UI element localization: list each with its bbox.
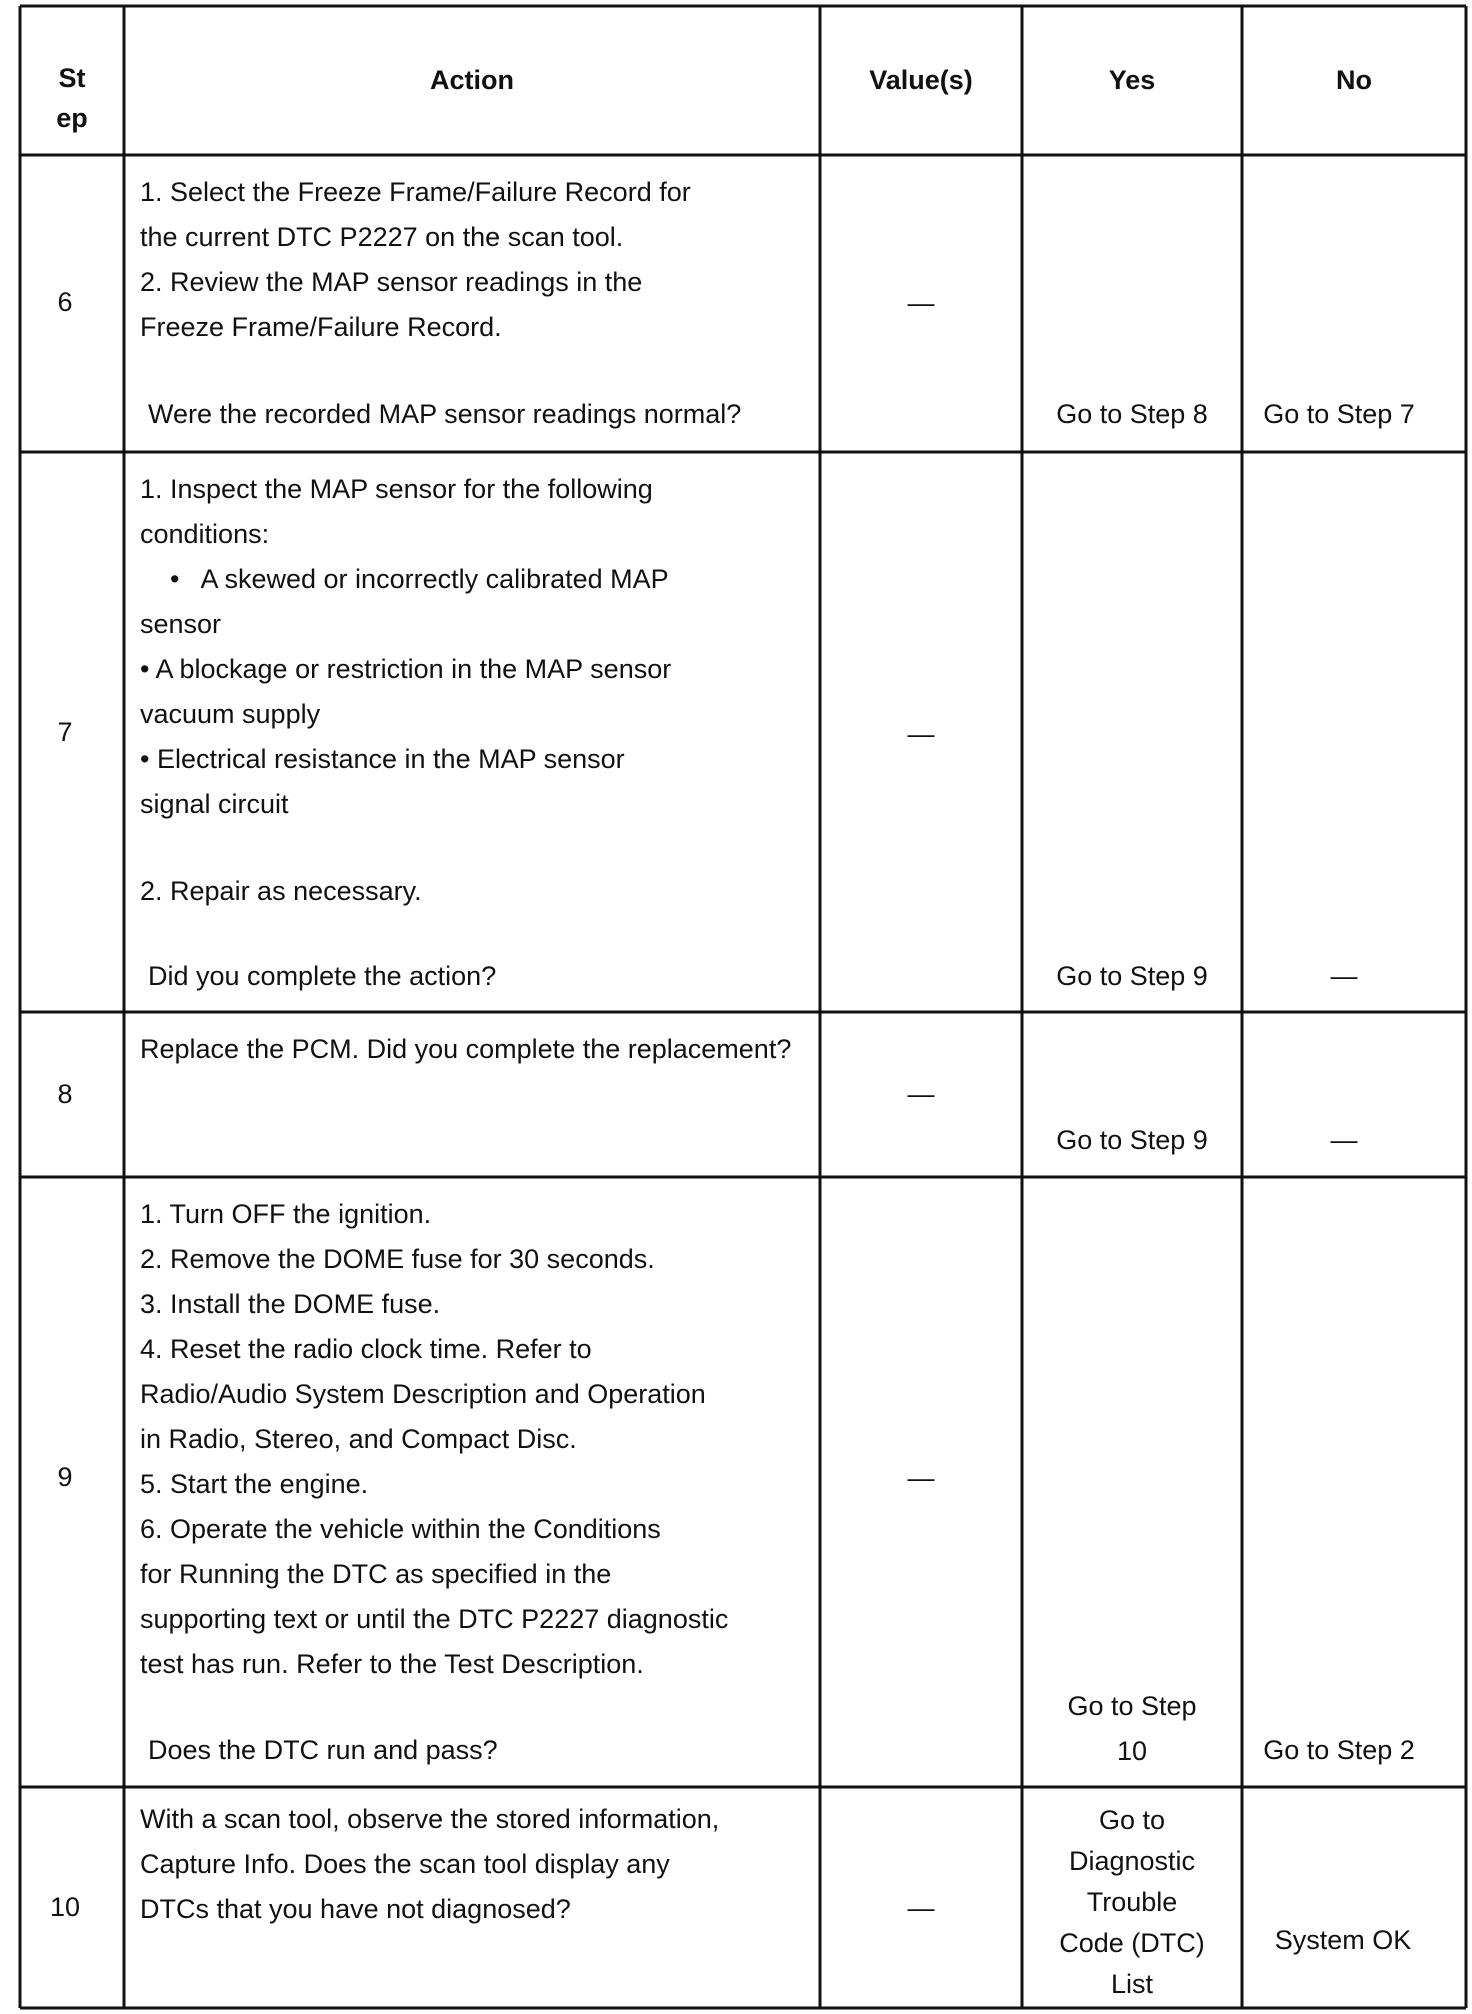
action-text [140, 467, 671, 914]
action-line: in Radio, Stereo, and Compact Disc. [140, 1424, 577, 1454]
action-line: • Electrical resistance in the MAP sensor [140, 744, 625, 774]
no-cell: System OK [1274, 1925, 1412, 1955]
action-line: 2. Review the MAP sensor readings in the [140, 267, 643, 297]
yes-cell: Go to Diagnostic Trouble Code (DTC) List [1059, 1805, 1205, 1999]
action-line: Replace the PCM. Did you complete the replacement? [140, 1034, 792, 1064]
action-line: Capture Info. Does the scan tool display any [140, 1849, 670, 1879]
header-action: Action [430, 65, 514, 95]
action-line: the current DTC P2227 on the scan tool. [140, 222, 624, 252]
no-cell: — [1330, 961, 1358, 991]
action-line [140, 827, 671, 869]
action-line: 5. Start the engine. [140, 1469, 369, 1499]
action-line: for Running the DTC as specified in the [140, 1559, 612, 1589]
action-line: Radio/Audio System Description and Operation [140, 1379, 706, 1409]
action-line: DTCs that you have not diagnosed? [140, 1894, 571, 1924]
action-line: 1. Select the Freeze Frame/Failure Record for [140, 177, 691, 207]
header-no: No [1336, 65, 1372, 95]
action-text [140, 1027, 791, 1072]
action-line: 2. Repair as necessary. [140, 876, 422, 906]
header-step: St ep [56, 63, 88, 133]
action-line: signal circuit [140, 789, 289, 819]
action-text [140, 1797, 719, 1932]
action-line: 4. Reset the radio clock time. Refer to [140, 1334, 592, 1364]
value-cell: — [907, 719, 935, 749]
action-line: 1. Turn OFF the ignition. [140, 1199, 432, 1229]
action-line: vacuum supply [140, 699, 321, 729]
action-line: 6. Operate the vehicle within the Conditions [140, 1514, 661, 1544]
step-number: 6 [57, 287, 73, 317]
action-line: test has run. Refer to the Test Description. [140, 1649, 644, 1679]
action-line: With a scan tool, observe the stored information, [140, 1804, 720, 1834]
action-line: 2. Remove the DOME fuse for 30 seconds. [140, 1244, 655, 1274]
value-cell: — [907, 1079, 935, 1109]
action-text [140, 1192, 728, 1687]
action-question: Does the DTC run and pass? [148, 1735, 498, 1765]
value-cell: — [907, 1893, 935, 1923]
yes-cell: Go to Step 8 [1056, 399, 1208, 429]
header-yes: Yes [1108, 65, 1156, 95]
yes-cell: Go to Step 10 [1067, 1691, 1197, 1766]
action-line: 3. Install the DOME fuse. [140, 1289, 441, 1319]
action-text [140, 170, 691, 350]
action-line: • A skewed or incorrectly calibrated MAP [140, 564, 669, 594]
action-line: supporting text or until the DTC P2227 diagnostic [140, 1604, 729, 1634]
no-cell: Go to Step 2 [1263, 1735, 1415, 1765]
action-line: 1. Inspect the MAP sensor for the following [140, 474, 653, 504]
action-question: Did you complete the action? [148, 961, 497, 991]
action-question: Were the recorded MAP sensor readings normal? [148, 399, 742, 429]
no-cell: — [1330, 1125, 1358, 1155]
step-number: 10 [49, 1892, 81, 1922]
step-number: 8 [57, 1079, 73, 1109]
yes-cell: Go to Step 9 [1056, 961, 1208, 991]
no-cell: Go to Step 7 [1263, 399, 1415, 429]
header-values: Value(s) [869, 65, 973, 95]
action-line: sensor [140, 609, 222, 639]
value-cell: — [907, 288, 935, 318]
value-cell: — [907, 1463, 935, 1493]
step-number: 7 [57, 717, 73, 747]
step-number: 9 [57, 1462, 73, 1492]
action-line: • A blockage or restriction in the MAP sensor [140, 654, 672, 684]
yes-cell: Go to Step 9 [1056, 1125, 1208, 1155]
action-line: conditions: [140, 519, 270, 549]
action-line: Freeze Frame/Failure Record. [140, 312, 502, 342]
